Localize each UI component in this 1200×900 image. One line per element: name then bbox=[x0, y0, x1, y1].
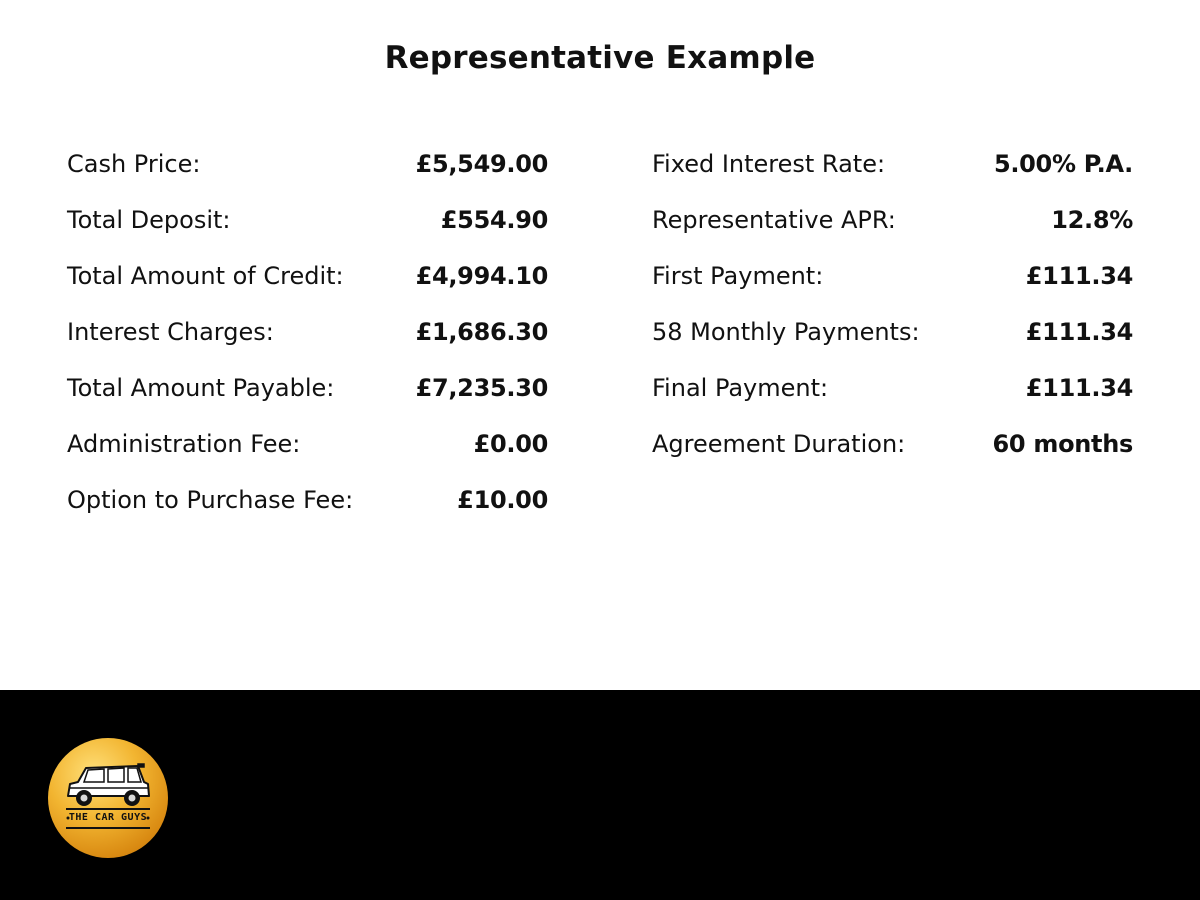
row-label: Option to Purchase Fee: bbox=[67, 486, 354, 514]
row-label: First Payment: bbox=[652, 262, 824, 290]
row-label: Administration Fee: bbox=[67, 430, 301, 458]
row-value: £554.90 bbox=[440, 206, 548, 234]
row-label: Total Amount Payable: bbox=[67, 374, 335, 402]
logo-text: THE CAR GUYS bbox=[68, 812, 148, 823]
row-value: 5.00% P.A. bbox=[993, 150, 1133, 178]
row-value: 60 months bbox=[992, 430, 1133, 458]
row-value: £7,235.30 bbox=[415, 374, 548, 402]
row-value: £1,686.30 bbox=[415, 318, 548, 346]
page-title: Representative Example bbox=[384, 40, 816, 76]
row-value: £5,549.00 bbox=[415, 150, 548, 178]
row-value: £0.00 bbox=[473, 430, 548, 458]
row-label: Total Amount of Credit: bbox=[67, 262, 344, 290]
row-fixed-interest-rate bbox=[652, 136, 1133, 192]
row-total-deposit bbox=[67, 192, 548, 248]
row-final-payment bbox=[652, 360, 1133, 416]
row-label: Fixed Interest Rate: bbox=[652, 150, 886, 178]
row-label: Interest Charges: bbox=[67, 318, 274, 346]
row-representative-apr bbox=[652, 192, 1133, 248]
row-value: £111.34 bbox=[1025, 262, 1133, 290]
finance-details-right bbox=[652, 136, 1133, 472]
row-value: £111.34 bbox=[1025, 318, 1133, 346]
row-cash-price bbox=[67, 136, 548, 192]
the-car-guys-logo bbox=[48, 738, 168, 858]
row-first-payment bbox=[652, 248, 1133, 304]
row-value: 12.8% bbox=[1051, 206, 1133, 234]
row-label: Agreement Duration: bbox=[652, 430, 906, 458]
row-label: Cash Price: bbox=[67, 150, 201, 178]
footer-bar bbox=[0, 690, 1200, 900]
row-value: £4,994.10 bbox=[415, 262, 548, 290]
row-total-amount-of-credit bbox=[67, 248, 548, 304]
row-agreement-duration bbox=[652, 416, 1133, 472]
row-monthly-payments bbox=[652, 304, 1133, 360]
row-administration-fee bbox=[67, 416, 548, 472]
row-label: 58 Monthly Payments: bbox=[652, 318, 920, 346]
row-interest-charges bbox=[67, 304, 548, 360]
row-label: Final Payment: bbox=[652, 374, 829, 402]
row-total-amount-payable bbox=[67, 360, 548, 416]
row-value: £111.34 bbox=[1025, 374, 1133, 402]
finance-details-left bbox=[67, 136, 548, 528]
suv-icon bbox=[48, 738, 168, 858]
row-label: Representative APR: bbox=[652, 206, 896, 234]
row-value: £10.00 bbox=[457, 486, 548, 514]
row-option-to-purchase-fee bbox=[67, 472, 548, 528]
row-label: Total Deposit: bbox=[67, 206, 231, 234]
